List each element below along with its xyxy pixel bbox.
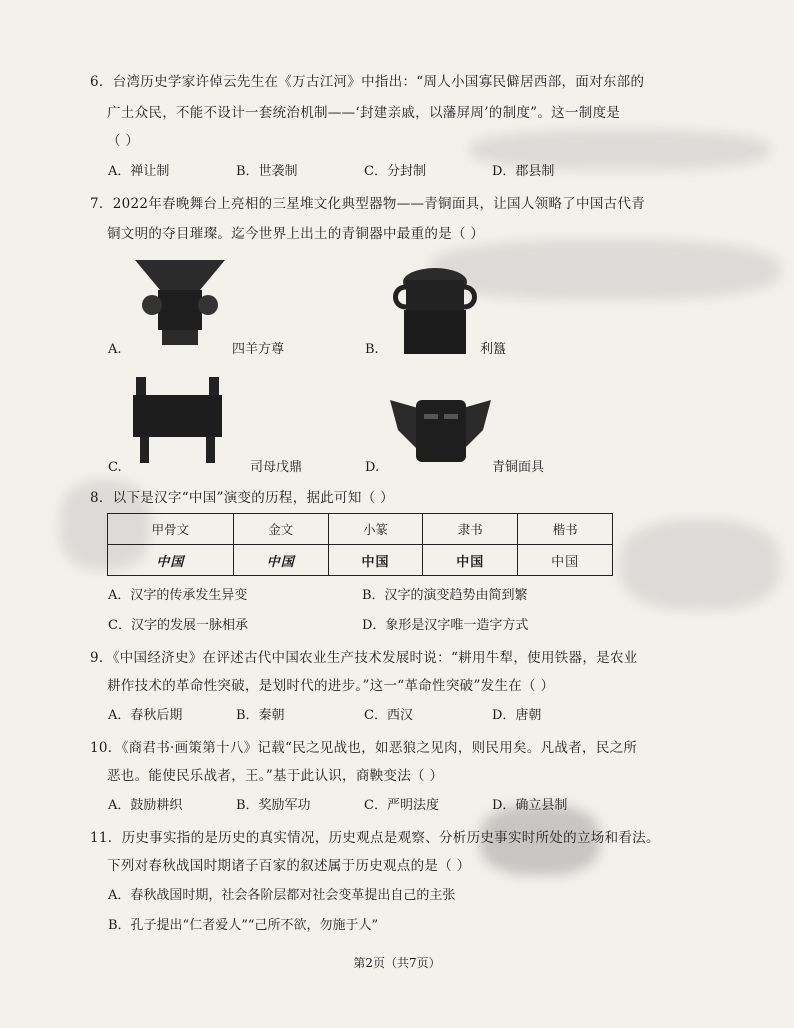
q8-option-c[interactable]: C．汉字的发展一脉相承 (108, 618, 248, 633)
q6-option-b[interactable]: B．世袭制 (236, 164, 298, 179)
q6-line2: 广土众民，不能不设计一套统治机制——‘封建亲戚，以藩屏周’的制度”。这一制度是 (107, 105, 621, 121)
q7-line1: 7．2022年春晚舞台上亮相的三星堆文化典型器物——青铜面具，让国人领略了中国古代青 (90, 196, 646, 212)
q11-line2: 下列对春秋战国时期诸子百家的叙述属于历史观点的是（ ） (107, 858, 471, 874)
scan-smudge (430, 240, 780, 300)
q6-line1: 6．台湾历史学家许倬云先生在《万古江河》中指出：“周人小国寡民僻居西部，面对东部的 (90, 74, 645, 90)
q10-option-a[interactable]: A．鼓励耕织 (108, 798, 183, 813)
q6-option-d[interactable]: D．郡县制 (492, 164, 555, 179)
q10-option-b[interactable]: B．奖励军功 (236, 798, 311, 813)
q7-option-c-name: 司母戊鼎 (250, 460, 303, 475)
table-cell-small-seal: 中国 (328, 545, 423, 576)
table-header-cell: 小篆 (328, 514, 423, 545)
q6-option-c[interactable]: C．分封制 (364, 164, 426, 179)
q9-option-d[interactable]: D．唐朝 (492, 708, 542, 723)
q10-line2: 恶也。能使民乐战者，王。”基于此认识，商鞅变法（ ） (107, 768, 444, 784)
q8-option-a[interactable]: A．汉字的传承发生异变 (108, 588, 248, 603)
q8-option-d[interactable]: D．象形是汉字唯一造字方式 (362, 618, 529, 633)
character-evolution-table (107, 513, 613, 576)
li-gui-image (390, 262, 480, 357)
q9-line2: 耕作技术的革命性突破，是划时代的进步。”这一“革命性突破”发生在（ ） (107, 678, 555, 694)
q11-option-a[interactable]: A．春秋战国时期，社会各阶层都对社会变革提出自己的主张 (108, 888, 456, 903)
q7-option-a-letter[interactable]: A. (108, 342, 122, 357)
q7-option-d-name: 青铜面具 (492, 460, 545, 475)
q10-option-c[interactable]: C．严明法度 (364, 798, 439, 813)
table-header-cell: 金文 (233, 514, 328, 545)
scan-smudge (620, 520, 780, 610)
q6-option-a[interactable]: A．禅让制 (108, 164, 170, 179)
four-goat-square-zun-image (130, 255, 230, 350)
table-cell-regular: 中国 (518, 545, 613, 576)
q7-line2: 铜文明的夺目璀璨。迄今世界上出土的青铜器中最重的是（ ） (107, 226, 485, 242)
q7-option-b-letter[interactable]: B. (365, 342, 379, 357)
q7-option-b-name: 利簋 (480, 342, 507, 357)
table-cell-bronze-script: 中国 (233, 545, 328, 576)
q8-option-b[interactable]: B．汉字的演变趋势由简到繁 (362, 588, 528, 603)
table-header-row (108, 514, 613, 545)
table-cell-clerical: 中国 (423, 545, 518, 576)
table-header-cell: 隶书 (423, 514, 518, 545)
page-footer: 第2页（共7页） (353, 956, 441, 970)
q10-line1: 10．《商君书·画策第十八》记载“民之见战也，如恶狼之见肉，则民用矣。凡战者，民之所 (90, 740, 638, 756)
q9-option-c[interactable]: C．西汉 (364, 708, 413, 723)
q10-option-d[interactable]: D．确立县制 (492, 798, 568, 813)
q9-option-a[interactable]: A．春秋后期 (108, 708, 183, 723)
q8-stem: 8．以下是汉字“中国”演变的历程，据此可知（ ） (90, 490, 394, 506)
q9-line1: 9．《中国经济史》在评述古代中国农业生产技术发展时说：“耕用牛犁，使用铁器，是农业 (90, 650, 638, 666)
simuwu-ding-image (130, 375, 225, 465)
table-row (108, 545, 613, 576)
table-cell-oracle-bone: 中国 (108, 545, 234, 576)
q7-option-c-letter[interactable]: C. (108, 460, 122, 475)
q6-paren: （ ） (107, 133, 140, 149)
q7-option-a-name: 四羊方尊 (232, 342, 285, 357)
q7-option-d-letter[interactable]: D. (365, 460, 380, 475)
table-header-cell: 甲骨文 (108, 514, 234, 545)
q11-option-b[interactable]: B．孔子提出“仁者爱人”“己所不欲，勿施于人” (108, 918, 379, 933)
q11-line1: 11．历史事实指的是历史的真实情况，历史观点是观察、分析历史事实时所处的立场和看法。 (90, 830, 660, 846)
bronze-mask-image (388, 390, 493, 470)
q9-option-b[interactable]: B．秦朝 (236, 708, 285, 723)
table-header-cell: 楷书 (518, 514, 613, 545)
